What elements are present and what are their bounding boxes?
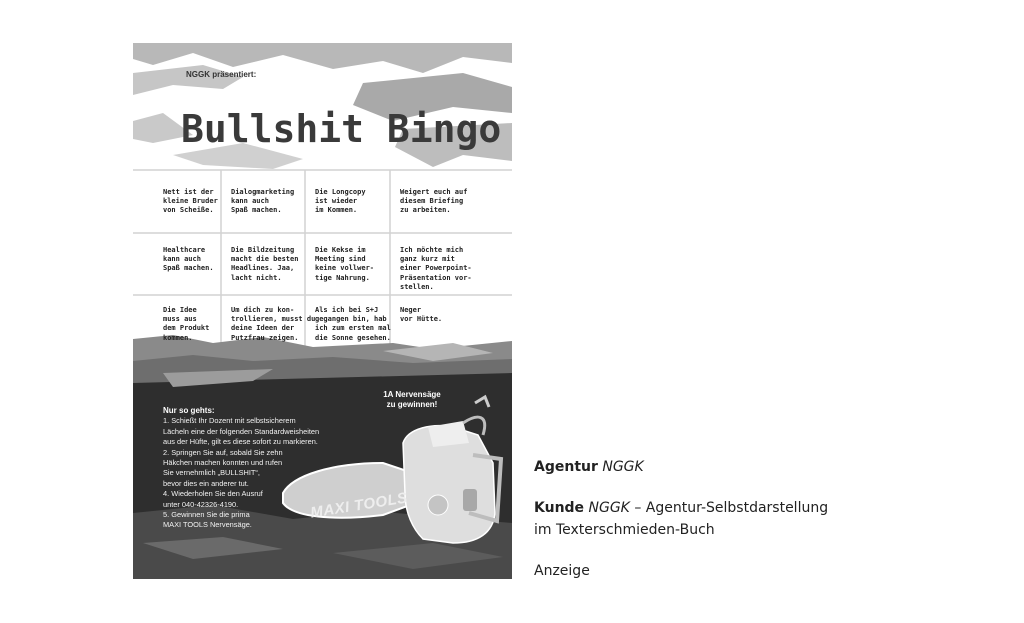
agency-label: Agentur: [534, 459, 598, 475]
prize-callout: [373, 390, 451, 410]
instruction-line: 2. Springen Sie auf, sobald Sie zehn: [163, 447, 283, 457]
instruction-line: MAXI TOOLS Nervensäge.: [163, 520, 252, 530]
instruction-line: unter 040-42326-4190.: [163, 499, 239, 509]
instruction-line: bevor dies ein anderer tut.: [163, 478, 249, 488]
agency-value: NGGK: [602, 459, 644, 475]
prize-line-2: zu gewinnen!: [386, 400, 438, 409]
instruction-line: 4. Wiederholen Sie den Ausruf: [163, 489, 263, 499]
presents-line: NGGK präsentiert:: [186, 70, 257, 79]
prize-line-1: 1A Nervensäge: [383, 390, 441, 399]
ad-poster: [133, 43, 512, 579]
caption-agency: [534, 456, 644, 478]
client-description: – Agentur-Selbstdarstellung: [634, 500, 829, 516]
caption-type: Anzeige: [534, 563, 590, 579]
bingo-cell: Die Idee muss aus dem Produkt kommen.: [163, 306, 210, 342]
client-value: NGGK: [588, 500, 630, 516]
client-description-line2: im Texterschmieden-Buch: [534, 522, 715, 538]
bingo-cell: Neger vor Hütte.: [400, 306, 443, 324]
bingo-cell: Healthcare kann auch Spaß machen.: [163, 246, 214, 273]
bingo-cell: Ich möchte mich ganz kurz mit einer Powerpoint- Präsentation vor- stellen.: [400, 246, 472, 291]
instruction-line: Lächeln eine der folgenden Standardweisheiten: [163, 426, 320, 436]
bingo-cell: Die Longcopy ist wieder im Kommen.: [315, 188, 366, 215]
bingo-cell: Die Bildzeitung macht die besten Headlines. Jaa, lacht nicht.: [231, 246, 299, 282]
instruction-line: Sie vernehmlich „BULLSHIT“,: [163, 468, 260, 478]
caption-client: [534, 497, 828, 541]
instructions-heading: Nur so gehts:: [163, 406, 215, 415]
bingo-cell: Um dich zu kon- trollieren, musst du deine Ideen der Putzfrau zeigen.: [231, 306, 316, 342]
bingo-cell: Als ich bei S+J gegangen bin, hab ich zum ersten mal die Sonne gesehen.: [315, 306, 391, 342]
client-label: Kunde: [534, 500, 585, 516]
bingo-cell: Nett ist der kleine Bruder von Scheiße.: [163, 188, 218, 215]
instruction-line: 1. Schießt Ihr Dozent mit selbstsicherem: [163, 416, 296, 426]
instruction-line: Häkchen machen konnten und rufen: [163, 458, 283, 468]
saw-brand-label: MAXI TOOLS: [309, 489, 409, 522]
instruction-line: aus der Hüfte, gilt es diese sofort zu markieren.: [163, 437, 318, 447]
bingo-cell: Weigert euch auf diesem Briefing zu arbeiten.: [400, 188, 468, 215]
bingo-cell: Dialogmarketing kann auch Spaß machen.: [231, 188, 295, 215]
instruction-line: 5. Gewinnen Sie die prima: [163, 510, 250, 520]
poster-title: Bullshit Bingo: [181, 107, 502, 151]
bingo-cell: Die Kekse im Meeting sind keine vollwer- tige Nahrung.: [315, 246, 375, 282]
